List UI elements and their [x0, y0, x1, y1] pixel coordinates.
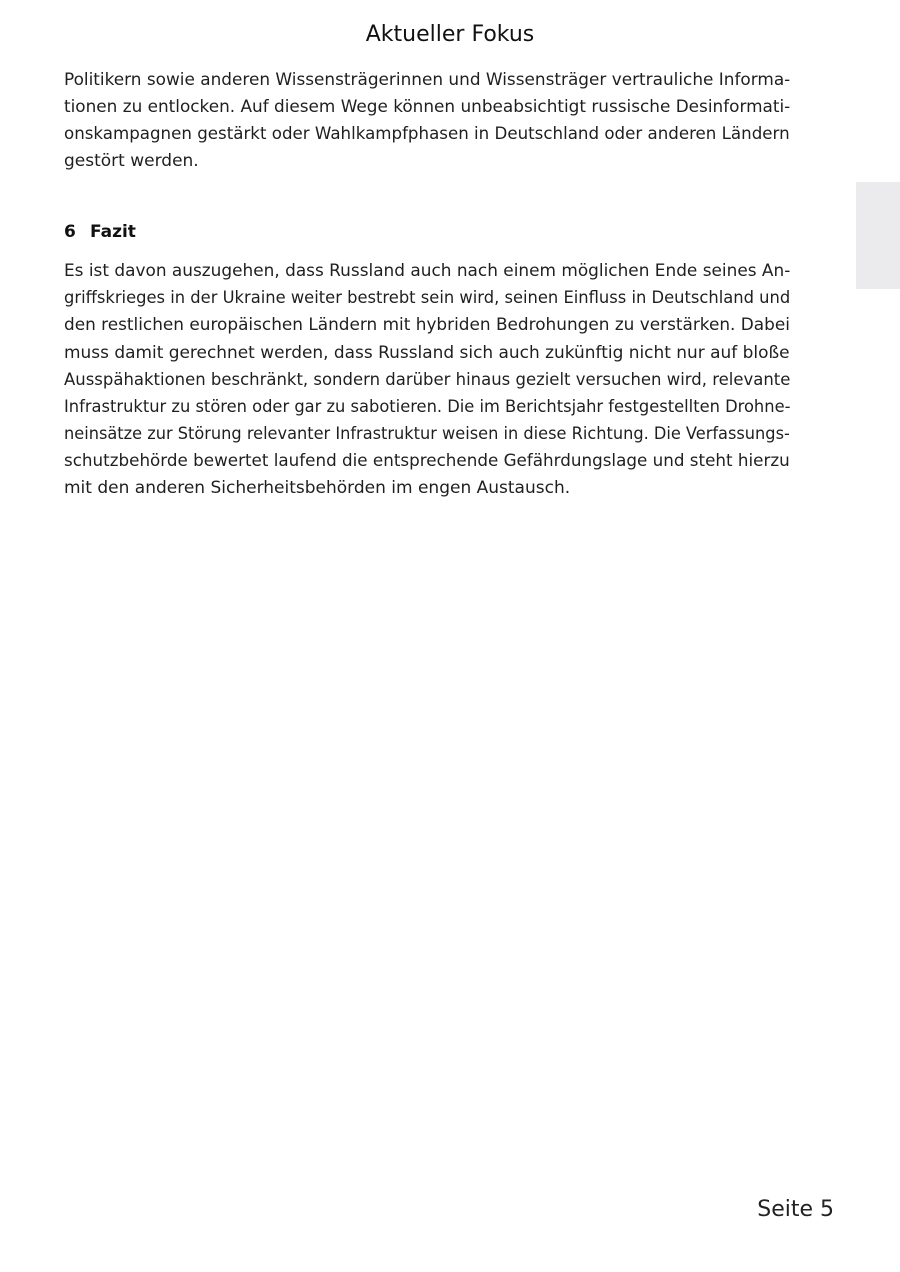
paragraph-line: Ausspähaktionen beschränkt, sondern darüber hinaus gezielt versuchen wird, relevante — [64, 370, 791, 390]
section-number: 6 — [64, 222, 76, 242]
paragraph-line: Politikern sowie anderen Wissensträgerinnen und Wissensträger vertrauliche Informa- — [64, 70, 791, 90]
paragraph-line: gestört werden. — [64, 151, 199, 171]
paragraph-line: den restlichen europäischen Ländern mit hybriden Bedrohungen zu verstärken. Dabei — [64, 315, 790, 335]
paragraph-line: Es ist davon auszugehen, dass Russland auch nach einem möglichen Ende seines An- — [64, 261, 791, 281]
paragraph-line: Infrastruktur zu stören oder gar zu sabotieren. Die im Berichtsjahr festgestellten Drohne- — [64, 397, 791, 417]
paragraph-line: onskampagnen gestärkt oder Wahlkampfphasen in Deutschland oder anderen Ländern — [64, 124, 790, 144]
paragraph-line: neinsätze zur Störung relevanter Infrastruktur weisen in diese Richtung. Die Verfassungs- — [64, 424, 790, 444]
paragraph-line: schutzbehörde bewertet laufend die entsprechende Gefährdungslage und steht hierzu — [64, 451, 790, 471]
paragraph-line: mit den anderen Sicherheitsbehörden im engen Austausch. — [64, 478, 571, 498]
paragraph-line: muss damit gerechnet werden, dass Russland sich auch zukünftig nicht nur auf bloße — [64, 343, 790, 363]
paragraph-line: griffskrieges in der Ukraine weiter bestrebt sein wird, seinen Einfluss in Deutschland und — [64, 288, 791, 308]
section-heading — [64, 219, 136, 245]
section-title: Fazit — [90, 222, 136, 242]
paragraph-line: tionen zu entlocken. Auf diesem Wege können unbeabsichtigt russische Desinformati- — [64, 97, 791, 117]
page-header-title: Aktueller Fokus — [365, 22, 535, 47]
page-number: Seite 5 — [757, 1197, 834, 1222]
side-tab-marker — [856, 182, 900, 289]
